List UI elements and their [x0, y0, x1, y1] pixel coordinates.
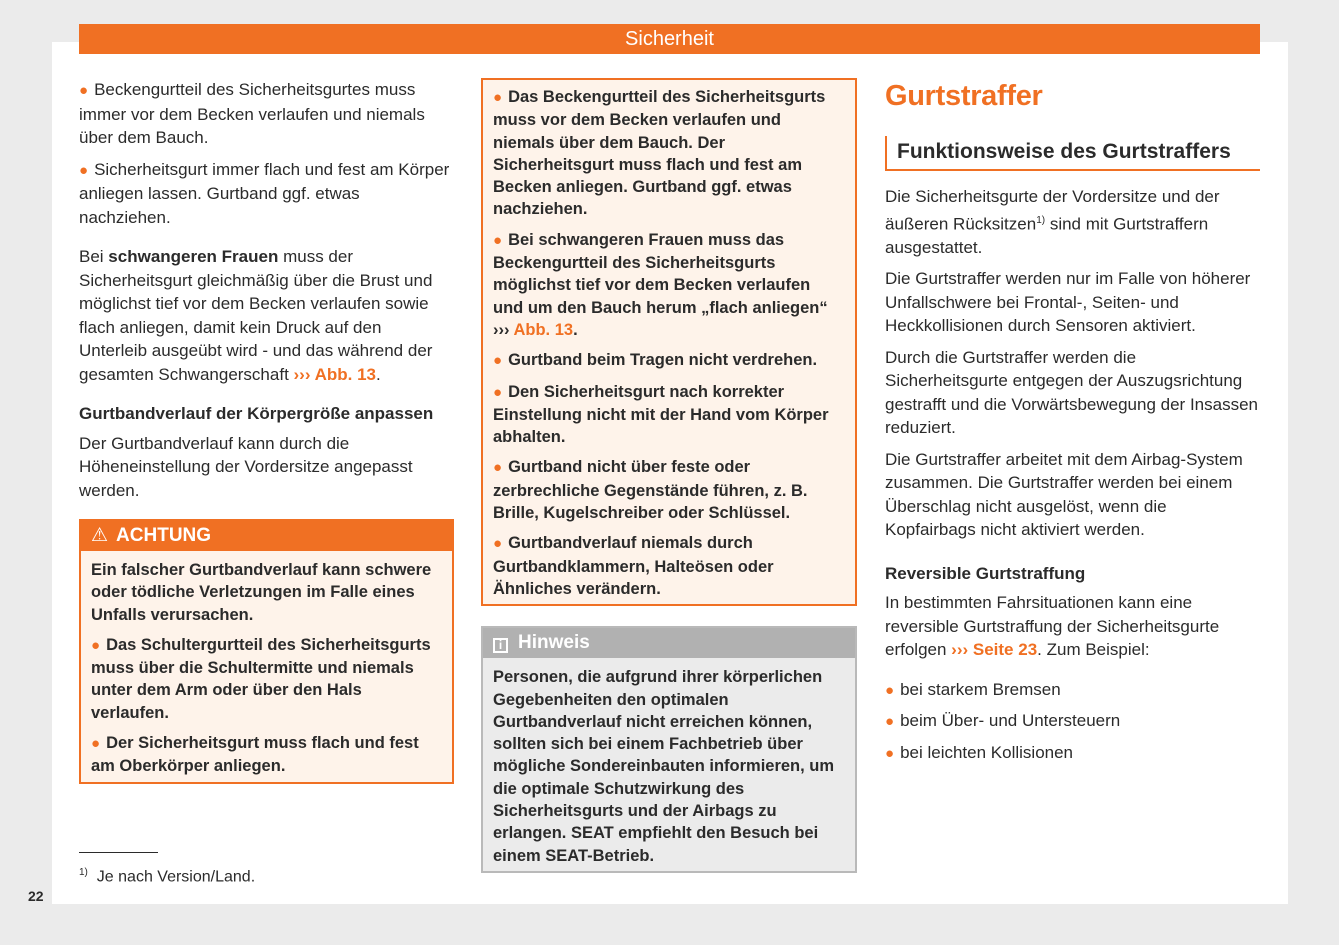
bullet-icon: ●	[885, 681, 895, 699]
subheading: Reversible Gurtstraffung	[885, 563, 1086, 583]
list-item: ● bei leichten Kollisionen	[885, 742, 1074, 762]
bullet-icon: ●	[91, 636, 101, 654]
pregnancy-paragraph: Bei schwangeren Frauen muss der Sicherheitsgurt gleichmäßig über die Brust und möglichst tief vor dem Becken verlaufen sowie flach anliegen, damit kein Druck auf den Unterleib ausgeübt wird - und das während der gesamten Schwangerschaft ››› Abb. 13.	[79, 247, 433, 384]
bullet-icon: ●	[493, 535, 503, 553]
list-item: ● Gurtband nicht über feste oder zerbrechliche Gegenstände führen, z. B. Brille, Kugelschreiber oder Schlüssel.	[493, 458, 808, 523]
list-item: ● Bei schwangeren Frauen muss das Beckengurtteil des Sicherheitsgurts möglichst tief vor dem Becken verlaufen und um den Bauch herum „flach anliegen“ ››› Abb. 13.	[493, 230, 828, 339]
note-text: Personen, die aufgrund ihrer körperlichen Gegebenheiten den optimalen Gurtbandverlauf nicht erreichen können, sollten sich bei einem Fachbetrieb über mögliche Sondereinbauten informieren, um die optimale Schutzwirkung des Sicherheitsgurts und der Airbags zu erlangen. SEAT empfiehlt den Besuch bei einem SEAT-Betrieb.	[493, 668, 835, 865]
footnote: $^{1)}$ Je nach Version/Land.	[79, 867, 256, 886]
list-item: ● beim Über- und Untersteuern	[885, 711, 1121, 731]
bullet-icon: ●	[493, 89, 503, 106]
list-item: ● Den Sicherheitsgurt nach korrekter Einstellung nicht mit der Hand vom Körper abhalten.	[493, 382, 829, 447]
warning-triangle-icon: ⚠	[91, 525, 109, 546]
bullet-icon: ●	[493, 231, 503, 249]
footnote-marker[interactable]: 1)	[1036, 214, 1046, 226]
warning-box	[79, 519, 454, 784]
list-item: ● Gurtband beim Tragen nicht verdrehen.	[493, 351, 818, 370]
paragraph: Durch die Gurtstraffer werden die Sicherheitsgurte entgegen der Auszugsrichtung gestrafft und die Vorwärtsbewegung der Insassen reduziert.	[885, 347, 1258, 438]
bullet-icon: ●	[91, 735, 101, 753]
list-item: ● Sicherheitsgurt immer flach und fest am Körper anliegen lassen. Gurtband ggf. etwas nachziehen.	[79, 159, 450, 227]
paragraph: In bestimmten Fahrsituationen kann eine reversible Gurtstraffung der Sicherheitsgurte erfolgen ››› Seite 23. Zum Beispiel:	[885, 593, 1220, 660]
page-number: 22	[28, 888, 44, 904]
warning-intro: Ein falscher Gurtbandverlauf kann schwere oder tödliche Verletzungen im Falle eines Unfalls verursachen.	[91, 561, 432, 624]
note-header: i Hinweis	[483, 628, 855, 658]
paragraph: Die Gurtstraffer werden nur im Falle von höherer Unfallschwere bei Frontal-, Seiten- und Heckkollisionen durch Sensoren aktiviert.	[885, 269, 1251, 336]
list-item: ● bei starkem Bremsen	[885, 679, 1061, 699]
column-middle	[481, 78, 857, 873]
list-item: ● Das Schultergurtteil des Sicherheitsgurts muss über die Schultermitte und niemals unter dem Arm oder über den Hals verlaufen.	[91, 635, 431, 722]
column-left	[79, 78, 454, 784]
paragraph: Der Gurtbandverlauf kann durch die Höheneinstellung der Vordersitze angepasst werden.	[79, 433, 413, 500]
warning-header: ⚠ ACHTUNG	[81, 521, 452, 551]
subheading: Gurtbandverlauf der Körpergröße anpassen	[79, 404, 434, 423]
figure-reference-link[interactable]: ››› Abb. 13	[293, 364, 376, 384]
bullet-icon: ●	[79, 82, 89, 99]
paragraph: Die Sicherheitsgurte der Vordersitze und der äußeren Rücksitzen$^{1)}$ sind mit Gurtstraffern ausgestattet.	[885, 187, 1220, 257]
bullet-icon: ●	[79, 161, 89, 179]
bullet-icon: ●	[493, 352, 503, 370]
section-subtitle: Funktionsweise des Gurtstraffers	[885, 136, 1260, 171]
figure-reference-link[interactable]: Abb. 13	[513, 320, 574, 339]
section-header: Sicherheit	[79, 24, 1260, 54]
bullet-icon: ●	[493, 383, 503, 401]
list-item: ● Der Sicherheitsgurt muss flach und fest am Oberkörper anliegen.	[91, 734, 419, 776]
page-title: Gurtstraffer	[885, 80, 1043, 112]
page-reference-link[interactable]: ››› Seite 23	[951, 640, 1038, 660]
list-item: ● Beckengurtteil des Sicherheitsgurtes muss immer vor dem Becken verlaufen und niemals über dem Bauch.	[79, 80, 425, 147]
footnote-divider	[79, 852, 158, 853]
note-box	[481, 626, 857, 873]
bullet-icon: ●	[885, 744, 895, 762]
bullet-icon: ●	[885, 713, 895, 731]
safety-instructions-box	[481, 78, 857, 606]
paragraph: Die Gurtstraffer arbeitet mit dem Airbag-System zusammen. Die Gurtstraffer werden bei einem Überschlag nicht ausgelöst, wenn die Kopfairbags nicht aktiviert werden.	[885, 449, 1243, 540]
column-right	[885, 78, 1260, 765]
list-item: ● Das Beckengurtteil des Sicherheitsgurts muss vor dem Becken verlaufen und niemals über dem Bauch. Der Sicherheitsgurt muss flach und fest am Becken anliegen. Gurtband ggf. etwas nachziehen.	[493, 88, 826, 219]
info-icon: i	[493, 638, 508, 653]
bullet-icon: ●	[493, 459, 503, 477]
list-item: ● Gurtbandverlauf niemals durch Gurtbandklammern, Halteösen oder Ähnliches verändern.	[493, 534, 774, 598]
